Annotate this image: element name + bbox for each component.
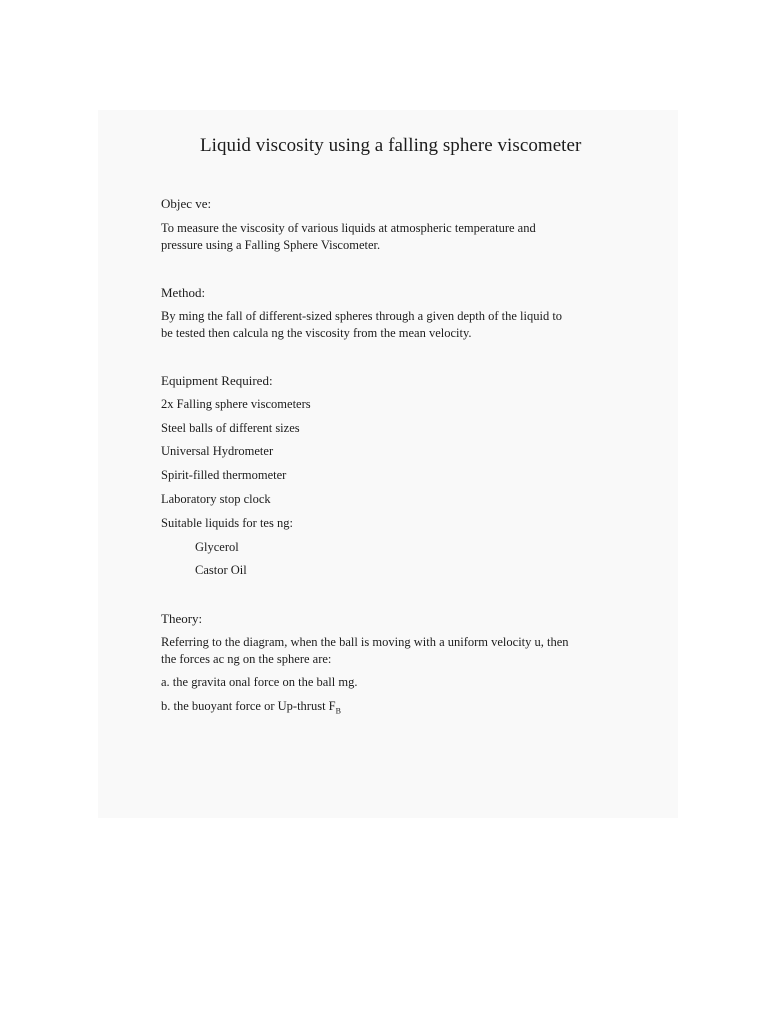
equipment-item: 2x Falling sphere viscometers <box>161 397 311 411</box>
method-heading: Method: <box>161 285 206 300</box>
objective-line: To measure the viscosity of various liquids at atmospheric temperature and <box>161 221 536 235</box>
liquid-item: Glycerol <box>195 540 239 554</box>
force-b-subscript: B <box>335 706 341 716</box>
force-b-text: b. the buoyant force or Up-thrust F <box>161 699 336 713</box>
equipment-item: Laboratory stop clock <box>161 492 271 506</box>
page-title: Liquid viscosity using a falling sphere viscometer <box>200 135 582 156</box>
equipment-item: Universal Hydrometer <box>161 444 274 458</box>
method-line: By ming the fall of different-sized spheres through a given depth of the liquid to <box>161 309 563 323</box>
theory-line: Referring to the diagram, when the ball is moving with a uniform velocity u, then <box>161 635 569 649</box>
equipment-item: Spirit-filled thermometer <box>161 468 287 482</box>
force-b <box>161 699 341 716</box>
equipment-item: Suitable liquids for tes ng: <box>161 516 293 530</box>
liquid-item: Castor Oil <box>195 563 247 577</box>
equipment-heading: Equipment Required: <box>161 373 273 388</box>
objective-line: pressure using a Falling Sphere Viscometer. <box>161 238 381 252</box>
objective-heading: Objec ve: <box>161 196 212 211</box>
equipment-item: Steel balls of different sizes <box>161 421 300 435</box>
method-line: be tested then calcula ng the viscosity from the mean velocity. <box>161 326 472 340</box>
force-a: a. the gravita onal force on the ball mg. <box>161 675 358 689</box>
theory-heading: Theory: <box>161 611 203 626</box>
theory-line: the forces ac ng on the sphere are: <box>161 652 332 666</box>
